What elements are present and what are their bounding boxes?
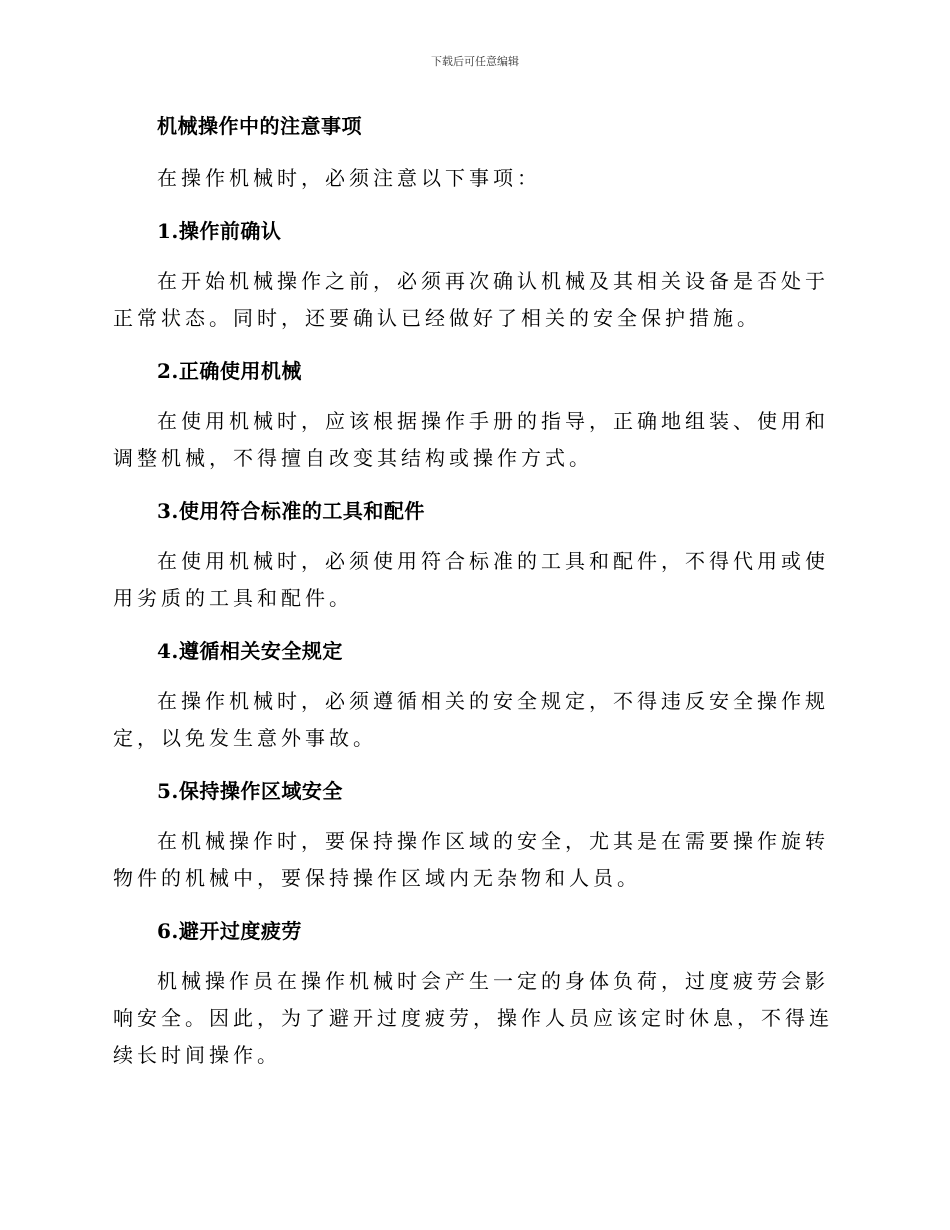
section-body-4: 在操作机械时，必须遵循相关的安全规定，不得违反安全操作规定，以免发生意外事故。	[113, 689, 829, 750]
document-body	[113, 108, 833, 1074]
page-header-note: 下载后可任意编辑	[431, 55, 519, 68]
section-body-5: 在机械操作时，要保持操作区域的安全，尤其是在需要操作旋转物件的机械中，要保持操作区域内无杂物和人员。	[113, 829, 829, 890]
section-body-1: 在开始机械操作之前，必须再次确认机械及其相关设备是否处于正常状态。同时，还要确认已经做好了相关的安全保护措施。	[113, 269, 829, 330]
section-heading-2: 2.正确使用机械	[157, 359, 302, 383]
section-body-2: 在使用机械时，应该根据操作手册的指导，正确地组装、使用和调整机械，不得擅自改变其结构或操作方式。	[113, 409, 829, 470]
section-heading-3: 3.使用符合标准的工具和配件	[157, 499, 425, 523]
section-heading-4: 4.遵循相关安全规定	[157, 639, 343, 663]
section-body-3: 在使用机械时，必须使用符合标准的工具和配件，不得代用或使用劣质的工具和配件。	[113, 549, 829, 610]
intro-paragraph: 在操作机械时，必须注意以下事项：	[157, 166, 541, 190]
document-title: 机械操作中的注意事项	[157, 114, 362, 138]
section-heading-5: 5.保持操作区域安全	[157, 779, 343, 803]
section-heading-1: 1.操作前确认	[157, 219, 282, 243]
section-body-6: 机械操作员在操作机械时会产生一定的身体负荷，过度疲劳会影响安全。因此，为了避开过度疲劳，操作人员应该定时休息，不得连续长时间操作。	[113, 969, 833, 1067]
section-heading-6: 6.避开过度疲劳	[157, 919, 302, 943]
